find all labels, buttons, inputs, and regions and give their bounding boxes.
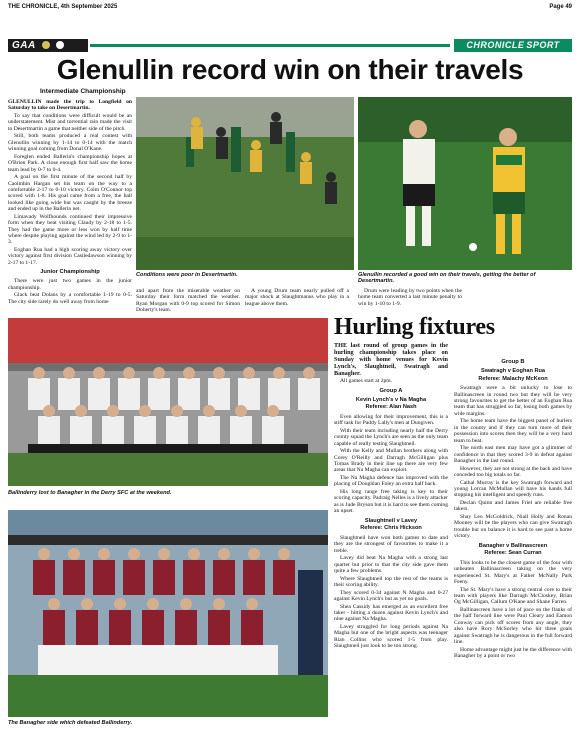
story-paragraph: There were just two games in the junior championship. (8, 278, 132, 291)
story-paragraph: They scored 0-34 against N Magha and 0-27 against Kevin Lynch's but as yet no goals. (334, 589, 448, 603)
story-paragraph: Foreglen ended Ballerin's championship hopes at O'Brien Park. A close enough first half saw the home team lead by 0-7 to 0-4. (8, 153, 132, 173)
banagher-team-photo (8, 510, 328, 717)
story-paragraph: Even allowing for their improvement, this is a stiff task for Paddy Lally's men at Dungiven. (334, 413, 448, 427)
page-number: Page 49 (549, 4, 572, 10)
story-paragraph: His long range free taking is key to their scoring capacity. Padraig Nelles is a lively attacker as is Jude Bryson but it is hard to see them coming an upset. (334, 489, 448, 515)
section-bar (8, 39, 572, 52)
ballinderry-caption: Ballinderry lost to Banagher in the Derry SFC at the weekend. (8, 490, 172, 496)
match-banagher-ballinascreen: Banagher v Ballinascreen (478, 542, 548, 549)
story-paragraph: Drum were leading by two points when the home team converted a last minute penalty to win by 1-10 to 1-9. (358, 288, 462, 307)
page-header (8, 3, 572, 13)
story-paragraph: Eoghan Rua had a high scoring away victory over victory against first division Castledawson winning by 2-17 to 1-17. (8, 247, 132, 266)
story-paragraph: Glack beat Dolans by a comfortable 1-19 to 0-5. The city side rarely do well away from home (8, 292, 132, 305)
section-rule (90, 44, 450, 47)
match-slaughtneil-lavey: Slaughtneil v Lavey (364, 517, 418, 524)
story-paragraph: and apart from the miserable weather on Saturday their form matched the weather. Ryan Morgan with 0-9 top scored for Simon Doherty's team. (136, 288, 240, 314)
referee-chris-hickson: Referee: Chris Hickson (360, 525, 422, 532)
story-column-3 (245, 288, 349, 308)
chronicle-sport-logo: CHRONICLE SPORT (454, 39, 572, 52)
story-paragraph: Home advantage might just be the difference with Banagher by a point or two (454, 646, 572, 660)
story-paragraph: Declan Quinn and James Friel are reliable free takers. (454, 500, 572, 513)
story-paragraph: Ballinascreen have a lot of pace on the flanks of the half forward line were Paul Cleary and Eamon Conway can pick off scores from any angle, they also have Rory McSorley who hit three goals against Swatragh he is dangerous in the full forward line. (454, 607, 572, 646)
story-paragraph: The St. Mary's have a strong central core to their team with players like Darragh McCloskey, Brian Og McGilligan, Callum O'Kane and Shane Farren. (454, 586, 572, 606)
story-paragraph: Where Slaughtneil top the rest of the teams is their scoring ability. (334, 575, 448, 589)
gaa-ball-icon (42, 41, 50, 49)
desertmartin-photo (136, 97, 354, 270)
glenullin-caption: Glenullin recorded a good win on their travels, getting the better of Desertmartin. (358, 272, 536, 285)
sliotar-icon (56, 41, 64, 49)
desertmartin-caption: Conditions were poor in Desertmartin. (136, 272, 238, 278)
story-column-1 (8, 99, 132, 306)
story-paragraph: Swatragh were a bit unlucky to lose to Ballinascreen in round two but they will be very strong favourites to get the better of an Eoghan Rua team that has struggled so far, losing both games by wide margins. (454, 385, 572, 417)
story-paragraph: Still, both teams produced a real contest with Glenullin winning by 1-14 to 0-14 with the match winning goal coming from Donal O'Kane. (8, 133, 132, 153)
story-paragraph: Cathal Murray is the key Swatragh forward and young Lorcan McMullan will have his hands full stopping his intelligent and speedy runs. (454, 479, 572, 499)
ballinderry-team-photo (8, 318, 328, 486)
junior-subhead: Junior Championship (40, 269, 100, 276)
hurling-column-2 (454, 356, 572, 661)
hurling-lead: THE last round of group games in the hurling championship takes place on Sunday with home venues for Kevin Lynch's, Slaughtneil, Swatragh and Banagher. (334, 342, 448, 377)
story-paragraph: A goal on the first minute of the second half by Caoimhin Hargan set his team on the way to a comfortable 2-17 to 0-10 victory. Colm O'Connor top scored with 1-8. His goal came from a free, the ball looked like going wide but was caught by the breeze and ended up in the Ballerin net. (8, 174, 132, 213)
banagher-caption: The Banagher side which defeated Ballinderry. (8, 720, 133, 726)
story-paragraph: This looks to be the closest game of the four with unbeaten Ballinascreen taking on the very experienced St. Mary's at Father McNally Park Feeny. (454, 559, 572, 586)
story-lead: GLENULLIN made the trip to Longfield on Saturday to take on Desertmartin. (8, 99, 132, 112)
story-column-4 (358, 288, 462, 308)
story-paragraph: To say that conditions were difficult would be an understatement. Mist and torrential rain made the visit to Desertmartin a game that neither side of the pitch. (8, 113, 132, 132)
story-column-2 (136, 288, 240, 315)
match-swatragh-eoghan-rua: Swatragh v Eoghan Rua (480, 368, 546, 374)
story-paragraph: Limavady Wolfhounds continued their impressive form when they beat visiting Claudy by 2-18 to 1-5. They had the game more or less won by half time where despite playing against the wind led by 2-9 to 1-3. (8, 213, 132, 246)
story-paragraph: Lavey did beat Na Magha with a strong last quarter but prior to that the city side gave them quite a few problems. (334, 555, 448, 575)
story-paragraph: With the Kelly and Mullan brothers along with Corey O'Reilly and Darragh McGilligan plus Tomas Brady in their line up there are very few areas that Na Magha can exploit. (334, 448, 448, 474)
main-headline: Glenullin record win on their travels (56, 54, 524, 85)
group-a-head: Group A (379, 387, 403, 394)
gaa-section-label: GAA (8, 39, 88, 52)
group-b-head: Group B (501, 359, 525, 365)
referee-sean-curran: Referee: Sean Curran (484, 550, 542, 557)
story-paragraph: Lavey struggled for long periods against Na Magha but one of the bright aspects was teenager Rian Collins who scored 1-5 from play. Slaughtneil just look to be too strong. (334, 624, 448, 650)
hurling-column-1 (334, 342, 448, 651)
referee-malachy-mckeon: Referee: Malachy McKeon (478, 375, 548, 382)
intermediate-subhead: Intermediate Championship (40, 88, 126, 95)
glenullin-photo (358, 97, 572, 270)
story-paragraph: The north east men may have got a glimmer of confidence in that they scored 3-9 in defeat against Banagher in the last round. (454, 445, 572, 465)
story-paragraph: Shay Leo McGoldrick, Niall Holly and Ronan Mooney will be the players who can give Swatragh trouble but on balance it is hard to see past a home victory. (454, 514, 572, 540)
story-paragraph: With their team including nearly half the Derry county squad the Lynch's are seen as the only team capable of really testing Slaughtneil. (334, 427, 448, 447)
story-paragraph: The home team have the biggest panel of hurlers in the county and if they can turn more of their possession into scores then they will be a very hard team to beat. (454, 418, 572, 444)
story-paragraph: Slaughtneil have won both games to date and they are the strongest of favourites to make it a treble. (334, 534, 448, 554)
story-paragraph: The Na Magha defence has improved with the placing of Doughlan Foley an extra half back. (334, 475, 448, 488)
newspaper-dateline: THE CHRONICLE, 4th September 2025 (8, 4, 118, 10)
story-paragraph: A young Drum team nearly pulled off a major shock at Slaughtmanus who play in a league above them. (245, 288, 349, 307)
hurling-headline: Hurling fixtures (334, 314, 495, 340)
story-paragraph: Shea Cassidy has emerged as an excellent free taker - hitting a dozen against Kevin Lynch's and nine against Na Magha. (334, 603, 448, 623)
referee-alan-nash: Referee: Alan Nash (365, 404, 417, 411)
story-paragraph: However, they are not strong at the back and have conceded too big totals so far. (454, 465, 572, 479)
match-kevin-lynchs-na-magha: Kevin Lynch's v Na Magha (355, 396, 427, 403)
hurling-time: All games start at 2pm. (340, 378, 393, 385)
